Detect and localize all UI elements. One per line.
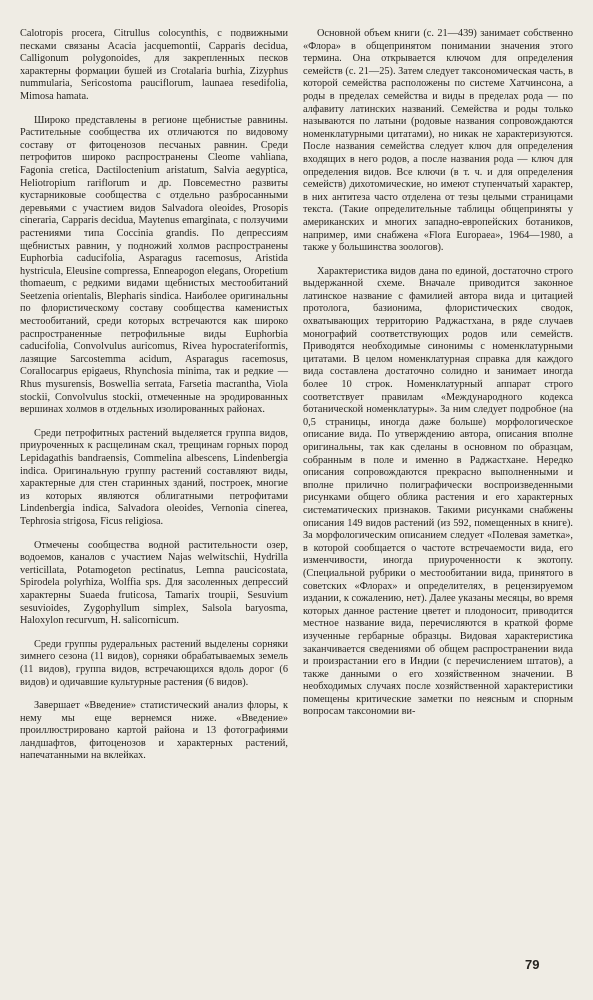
page-number: 79 [525,957,540,972]
paragraph: Широко представлены в регионе щебнистые равнины. Растительные сообщества их отличаются по видовому составу от фитоценозов песчаных равнин. Среди петрофитов широко распространены Cleome vahliana, Fagonia cretica, Dactiloctenium aristatum, Salvia aegyptica, Heliotropium rariflorum и др. Повсеместно развиты кустарниковые сообщества с отдельно разбросанными деревьями с участием видов Salvadora oleoides, Prosopis cineraria, Capparis decidua, Maytenus emarginata, с ползучими растениями типа Coccinia grandis. По депрессиям щебнистых равнин, у подножий холмов распространены Euphorbia caducifolia, Asparagus racemosus, Aristida hystricula, Eleusine compressa, Enneapogon elegans, Oropetium thomaeum, с редкими видами щебнистых местообитаний Seetzenia orientalis, Blepharis sindica. Наиболее оригинальны по флористическому составу сообщества каменистых местообитаний, среди которых встречаются как широко распространенные петрофильные виды Euphorbia caducifolia, Convolvulus auricomus, Rivea hypocrateriformis, лазящие Sarcostemma acidum, Asparagus racemosus, Corallocarpus epigaeus, Rhynchosia minima, так и редкие — Rhus mysurensis, Boswellia serrata, Farsetia macrantha, Viola stockii, Convolvulus stockii, отмеченные на эродированных вершинах холмов в отдельных изолированных районах. [20,114,288,416]
right-text-column [303,28,573,730]
paragraph: Основной объем книги (с. 21—439) занимает собственно «Флора» в общепринятом понимании значения этого термина. Она открывается ключом для определения семейств (с. 21—25). Затем следует таксономическая часть, в которой семейства расположены по системе Хатчинсона, а роды в пределах семейства и виды в пределах рода — по алфавиту латинских названий. Семейства и роды только называются по латыни (родовые названия сопровождаются номенклатурными цитатами), но никак не характеризуются. После названия семейства следует ключ для определения входящих в него родов, а после названия рода — ключ для определения видов. Все ключи (в т. ч. и для определения семейств) дихотомические, но имеют ступенчатый характер, в них антитеза часто отделена от тезы целыми страницами текста. (Такие определительные таблицы общеприняты у американских и многих западно-европейских ботаников, например, ими снабжена «Flora Europaea», 1964—1980, а также у большинства зоологов). [303,28,573,254]
paragraph: Среди группы рудеральных растений выделены сорняки зимнего сезона (11 видов), сорняки обрабатываемых земель (11 видов), группа видов, встречающихся вдоль дорог (6 видов) и одичавшие культурные растения (6 видов). [20,638,288,688]
paragraph: Завершает «Введение» статистический анализ флоры, к нему мы еще вернемся ниже. «Введение» проиллюстрировано картой района и 13 фотографиями ландшафтов, фитоценозов и характерных растений, напечатанными на вклейках. [20,700,288,762]
left-text-column [20,28,288,774]
paragraph: Характеристика видов дана по единой, достаточно строго выдержанной схеме. Вначале приводится законное латинское название с фамилией автора вида и цитацией протолога, базионима, флористических сводок, охватывающих территорию Раджастхана, в ряде случаев монографий соответствующих родов или семейств. Приводятся необходимые синонимы с номенклатурными цитатами. В целом номенклатурная справка для каждого вида составлена достаточно солидно и занимает иногда более 10 строк. Номенклатурный аппарат строго соответствует правилам «Международного кодекса ботанической номенклатуры». За ним следует подробное (на 0,5 страницы, иногда даже больше) морфологическое описание вида. По утверждению автора, описания вполне оригинальны, так как сделаны в основном по образцам, собранным в поле и именно в Раджастхане. Нередко описания сопровождаются прекрасно выполненными и вполне прилично полиграфически воспроизведенными рисунками общего облика растения и его характерных систематических признаков. Такими рисунками снабжены описания 149 видов растений (из 592, помещенных в книге). За морфологическим описанием следует «Полевая заметка», в которой сообщается о частоте встречаемости вида, его изменчивости, иногда приуроченности к экотопу. (Специальной рубрики о местообитании вида, принятого в советских «Флорах» и определителях, в рецензируемом издании, к сожалению, нет). Далее указаны месяцы, во время которых данное растение цветет и плодоносит, приводится местное название вида, перечисляются в краткой форме изученные гербарные образцы. Видовая характеристика заканчивается сведениями об общем распространении вида и произрастании его в Индии (с перечислением штатов), а также данными о его хозяйственном значении. В необходимых случаях после хозяйственной характеристики помещены критические заметки по неясным и спорным вопросам таксономии ви- [303,265,573,718]
paragraph: Отмечены сообщества водной растительности озер, водоемов, каналов с участием Najas welwitschii, Hydrilla verticillata, Potamogeton pectinatus, Lemna paucicostata, Spirodela polyrhiza, Wolffia sps. Для засоленных депрессий характерны Suaeda fruticosa, Tamarix troupii, Sesuvium sesuvioides, Zygophyllum simplex, Salsola baryosma, Haloxylon recurvum, H. salicornicum. [20,539,288,627]
paragraph: Calotropis procera, Citrullus colocynthis, с подвижными песками связаны Acacia jacquemontii, Capparis decidua, Calligonum polygonoides, для закрепленных песков характерны формации бушей из Crotalaria burhia, Zizyphus nummularia, Sericostoma pauciflorum, launaea resedifolia, Mimosa hamata. [20,28,288,102]
paragraph: Среди петрофитных растений выделяется группа видов, приуроченных к расщелинам скал, трещинам горных пород Lepidagathis bandraensis, Commelina albescens, Lindenbergia indica. Оригинальную группу растений составляют виды, характерные для стен старинных зданий, построек, многие из которых являются облигатными петрофитами Lindenbergia indica, Salvadora oleoides, Vernonia cinerea, Tephrosia strigosa, Ficus religiosa. [20,427,288,527]
